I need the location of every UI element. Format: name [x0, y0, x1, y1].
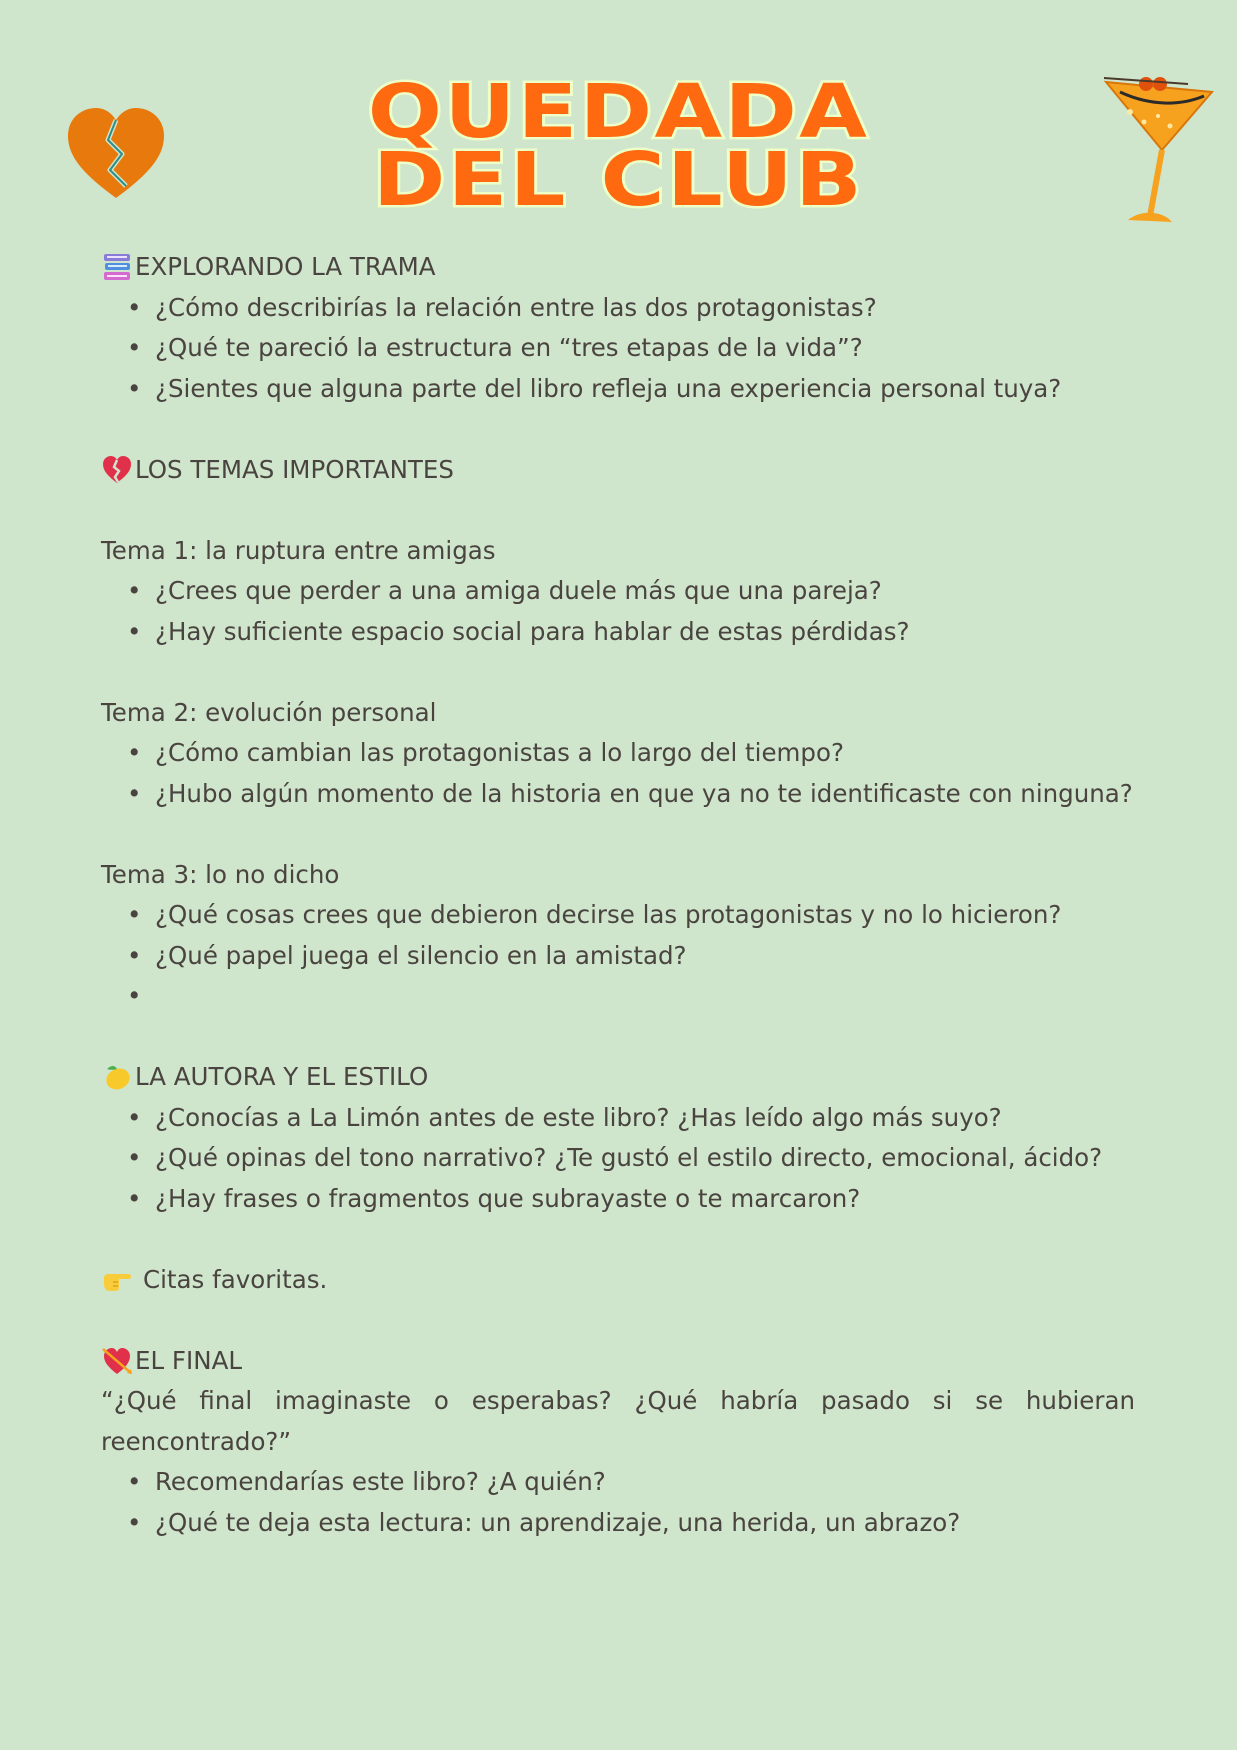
tema-2-title: Tema 2: evolución personal — [101, 697, 437, 727]
section-heading-trama — [101, 247, 1135, 288]
heart-arrow-icon — [101, 1345, 133, 1377]
citas-text: Citas favoritas. — [143, 1264, 328, 1294]
list-item: • ¿Qué te pareció la estructura en “tres etapas de la vida”? — [101, 328, 1135, 369]
section-heading-autora — [101, 1057, 1135, 1098]
tema-3-title: Tema 3: lo no dicho — [101, 859, 340, 889]
tema-1-title: Tema 1: la ruptura entre amigas — [101, 535, 496, 565]
list-autora — [101, 1098, 1135, 1220]
broken-heart-emoji-icon — [101, 454, 133, 486]
list-item: • ¿Cómo describirías la relación entre las dos protagonistas? — [101, 288, 1135, 329]
list-item: • ¿Crees que perder a una amiga duele más que una pareja? — [101, 571, 1135, 612]
page-title — [0, 69, 1237, 223]
section-heading-temas — [101, 450, 1135, 491]
list-item: • ¿Qué papel juega el silencio en la amistad? — [101, 936, 1135, 977]
list-tema-2 — [101, 733, 1135, 814]
list-item: • ¿Conocías a La Limón antes de este libro? ¿Has leído algo más suyo? — [101, 1098, 1135, 1139]
list-item-empty — [101, 976, 1135, 1017]
citas-line — [101, 1260, 1135, 1301]
title-line-1: QUEDADA — [367, 69, 870, 155]
section-title-final: EL FINAL — [135, 1345, 242, 1375]
list-tema-3 — [101, 895, 1135, 1017]
section-heading-final — [101, 1341, 1135, 1382]
list-item: • ¿Sientes que alguna parte del libro refleja una experiencia personal tuya? — [101, 369, 1135, 410]
pointing-hand-icon — [101, 1264, 133, 1296]
list-item: • ¿Qué cosas crees que debieron decirse las protagonistas y no lo hicieron? — [101, 895, 1135, 936]
list-trama — [101, 288, 1135, 410]
list-item: • ¿Hay suficiente espacio social para hablar de estas pérdidas? — [101, 612, 1135, 653]
title-line-2: DEL CLUB — [372, 137, 865, 223]
discussion-content — [101, 247, 1135, 1543]
list-item: • ¿Qué te deja esta lectura: un aprendizaje, una herida, un abrazo? — [101, 1503, 1135, 1544]
final-quote: “¿Qué final imaginaste o esperabas? ¿Qué habría pasado si se hubieran reencontrado?” — [101, 1386, 1135, 1456]
list-final — [101, 1462, 1135, 1543]
list-item: • ¿Hay frases o fragmentos que subrayaste o te marcaron? — [101, 1179, 1135, 1220]
list-item: • ¿Cómo cambian las protagonistas a lo largo del tiempo? — [101, 733, 1135, 774]
section-title-autora: LA AUTORA Y EL ESTILO — [135, 1062, 429, 1091]
section-title-temas: LOS TEMAS IMPORTANTES — [135, 454, 454, 484]
books-icon — [101, 251, 133, 283]
section-title-trama: EXPLORANDO LA TRAMA — [135, 252, 436, 281]
lemon-icon — [101, 1061, 133, 1093]
list-item: • ¿Qué opinas del tono narrativo? ¿Te gustó el estilo directo, emocional, ácido? — [101, 1138, 1135, 1179]
list-tema-1 — [101, 571, 1135, 652]
cocktail-glass-icon — [1100, 70, 1220, 234]
list-item: • ¿Hubo algún momento de la historia en que ya no te identificaste con ninguna? — [101, 774, 1135, 815]
list-item: • Recomendarías este libro? ¿A quién? — [101, 1462, 1135, 1503]
